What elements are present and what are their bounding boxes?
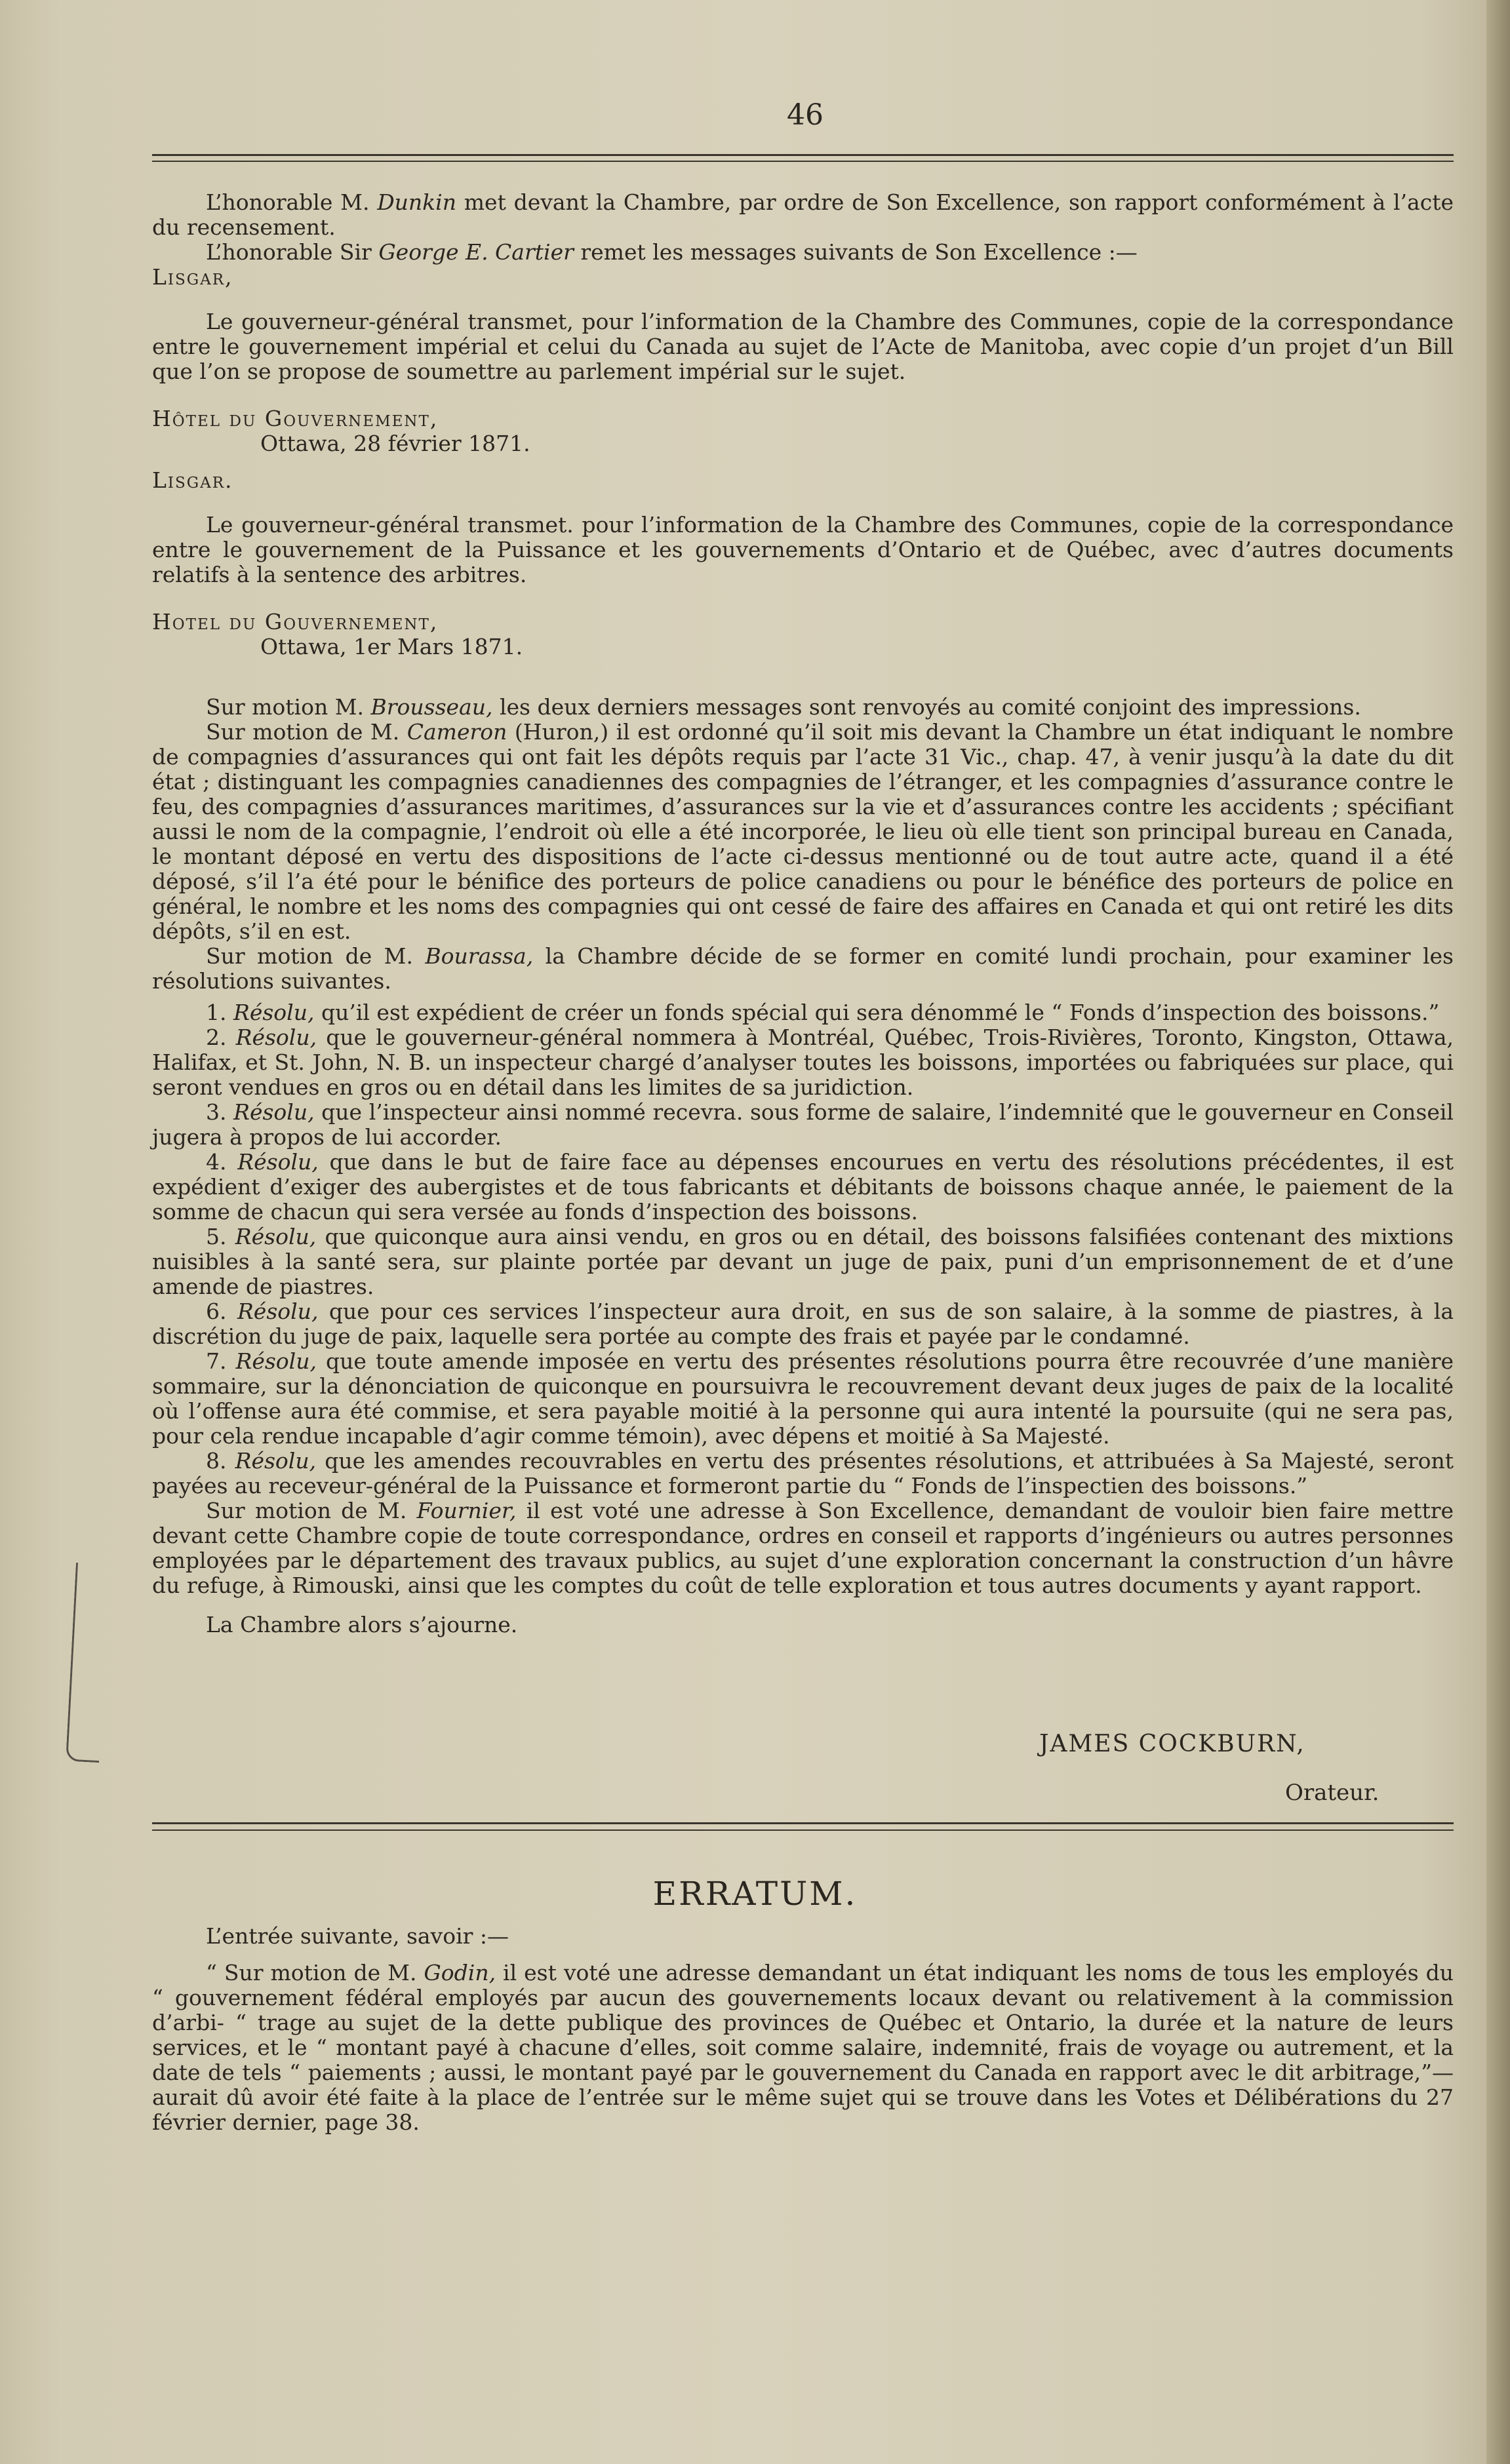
resolution: 2. Résolu, que le gouverneur-général nommera à Montréal, Québec, Trois-Rivières, Toronto, Kingston, Ottawa, Halifax, et St. John, N. B. un inspecteur chargé d’analyser toutes les boissons, importées ou fabriquées sur place, qui seront vendues en gros ou en détail dans les limites de sa juridiction. bbox=[152, 1025, 1454, 1100]
message-signer: Lisgar, bbox=[152, 264, 233, 290]
erratum-intro: L’entrée suivante, savoir :— bbox=[206, 1923, 509, 1949]
header-rule-thin bbox=[152, 161, 1454, 162]
erratum-block bbox=[152, 1924, 1454, 2135]
adjournment: La Chambre alors s’ajourne. bbox=[206, 1612, 518, 1637]
section-rule bbox=[152, 1822, 1454, 1824]
resolution: 5. Résolu, que quiconque aura ainsi vendu, en gros ou en détail, des boissons falsifiées contenant des mixtions nuisibles à la santé sera, sur plainte portée par devant un juge de paix, puni d’un emprisonnement de et d’une amende de piastres. bbox=[152, 1224, 1454, 1299]
motion: Sur motion de M. Fournier, il est voté une adresse à Son Excellence, demandant de vouloir bien faire mettre devant cette Chambre copie de toute correspondance, ordres en conseil et rapports d’ingénieurs ou autres personnes employées par le département des travaux publics, au sujet d’une exploration concernant la construction d’un hâvre du refuge, à Rimouski, ainsi que les comptes du coût de telle exploration et tous autres documents y ayant rapport. bbox=[152, 1498, 1454, 1598]
signature-title: Orateur. bbox=[1285, 1780, 1380, 1806]
resolution: 3. Résolu, que l’inspecteur ainsi nommé recevra. sous forme de salaire, l’indemnité que le gouverneur en Conseil jugera à propos de lui accorder. bbox=[152, 1099, 1454, 1150]
erratum-text: “ Sur motion de M. Godin, il est voté une adresse demandant un état indiquant les noms de tous les employés du “ gouvernement fédéral employés par aucun des gouvernements locaux devant ou relativement à la commission d’arbi- “ trage au sujet de la dette publique des provinces de Québec et Ontario, la durée et la nature de leurs services, et le “ montant payé à chacune d’elles, soit comme salaire, indemnité, frais de voyage ou autrement, et la date de tels “ paiements ; aussi, le montant payé par le gouvernement du Canada en rapport avec le dit arbitrage,”—aurait dû avoir été faite à la place de l’entrée sur le même sujet qui se trouve dans les Votes et Délibérations du 27 février dernier, page 38. bbox=[152, 1960, 1454, 2135]
paragraph: L’honorable M. Dunkin met devant la Chambre, par ordre de Son Excellence, son rapport conformément à l’acte du recensement. bbox=[152, 189, 1454, 240]
header-rule bbox=[152, 154, 1454, 156]
motion: Sur motion de M. Bourassa, la Chambre décide de se former en comité lundi prochain, pour examiner les résolutions suivantes. bbox=[152, 943, 1454, 994]
motion: Sur motion de M. Cameron (Huron,) il est ordonné qu’il soit mis devant la Chambre un état indiquant le nombre de compagnies d’assurances qui ont fait les dépôts requis par l’acte 31 Vic., chap. 47, à venir jusqu’à la date du dit état ; distinguant les compagnies canadiennes des compagnies de l’étranger, et les compagnies d’assurance contre le feu, des compagnies d’assurances maritimes, d’assurances sur la vie et d’assurances contre les accidents ; spécifiant aussi le nom de la compagnie, l’endroit où elle a été incorporée, le lieu où elle tient son principal bureau en Canada, le montant déposé en vertu des dispositions de l’acte ci-dessus mentionné ou de tout autre acte, quand il a été déposé, s’il l’a été pour le bénifice des porteurs de police canadiens ou pour le bénéfice des porteurs de police en général, le nombre et les noms des compagnies qui ont cessé de faire des affaires en Canada et qui ont retiré les dits dépôts, s’il en est. bbox=[152, 719, 1454, 944]
message-text: Le gouverneur-général transmet, pour l’information de la Chambre des Communes, copie de la correspondance entre le gouvernement impérial et celui du Canada au sujet de l’Acte de Manitoba, avec copie d’un projet d’un Bill que l’on se propose de soumettre au parlement impérial sur le sujet. bbox=[152, 309, 1454, 384]
proceedings-top bbox=[152, 190, 1454, 659]
resolution: 1. Résolu, qu’il est expédient de créer un fonds spécial qui sera dénommé le “ Fonds d’inspection des boissons.” bbox=[206, 1000, 1440, 1025]
resolution: 8. Résolu, que les amendes recouvrables en vertu des présentes résolutions, et attribuées à Sa Majesté, seront payées au receveur-général de la Puissance et formeront partie du “ Fonds de l’inspectien des boissons.” bbox=[152, 1448, 1454, 1498]
message-place: Hotel du Gouvernement, bbox=[152, 609, 439, 635]
page-number: 46 bbox=[787, 98, 824, 132]
resolution: 7. Résolu, que toute amende imposée en vertu des présentes résolutions pourra être recouvrée d’une manière sommaire, sur la dénonciation de quiconque en poursuivra le recouvrement devant deux juges de paix de la localité où l’offense aura été commise, et sera payable moitié à la personne qui aura intenté la poursuite (qui ne sera pas, pour cela rendue incapable d’agir comme témoin), avec dépens et moitié à Sa Majesté. bbox=[152, 1348, 1454, 1449]
erratum-heading: ERRATUM. bbox=[652, 1875, 858, 1913]
paragraph: L’honorable Sir George E. Cartier remet les messages suivants de Son Excellence :— bbox=[206, 239, 1138, 265]
binding-spine bbox=[1486, 0, 1510, 2464]
resolution: 6. Résolu, que pour ces services l’inspecteur aura droit, en sus de son salaire, à la somme de piastres, à la discrétion du juge de paix, laquelle sera portée au compte des frais et payée par le condamné. bbox=[152, 1299, 1454, 1349]
signature-name: JAMES COCKBURN, bbox=[1039, 1731, 1305, 1757]
message-date: Ottawa, 1er Mars 1871. bbox=[260, 634, 523, 659]
motions-block bbox=[152, 695, 1454, 1637]
margin-bracket-mark bbox=[66, 1563, 109, 1763]
message-date: Ottawa, 28 février 1871. bbox=[260, 431, 530, 456]
message-signer: Lisgar. bbox=[152, 467, 233, 493]
message-place: Hôtel du Gouvernement, bbox=[152, 406, 439, 431]
motion: Sur motion M. Brousseau, les deux derniers messages sont renvoyés au comité conjoint des impressions. bbox=[206, 694, 1361, 720]
section-rule-thin bbox=[152, 1829, 1454, 1831]
resolution: 4. Résolu, que dans le but de faire face au dépenses encourues en vertu des résolutions précédentes, il est expédient d’exiger des aubergistes et de tous fabricants et débitants de boissons chaque année, le paiement de la somme de chacun qui sera versée au fonds d’inspection des boissons. bbox=[152, 1149, 1454, 1224]
message-text: Le gouverneur-général transmet. pour l’information de la Chambre des Communes, copie de la correspondance entre le gouvernement de la Puissance et les gouvernements d’Ontario et de Québec, avec d’autres documents relatifs à la sentence des arbitres. bbox=[152, 512, 1454, 587]
